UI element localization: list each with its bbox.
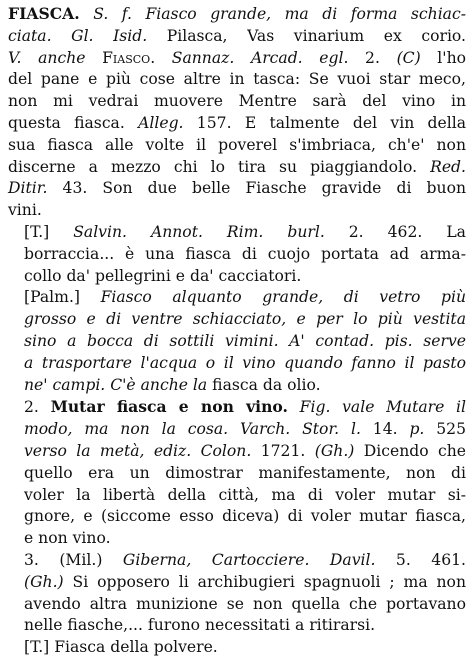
text-run: ciata. Gl. Isid. — [8, 26, 148, 45]
entry-paragraph-p6 — [8, 637, 466, 659]
text-line — [8, 200, 466, 222]
text-run: borraccia... è una fiasca di cuojo portata ad arma- — [24, 244, 466, 263]
entry-paragraph-p2 — [8, 222, 466, 287]
text-run: l'ho — [420, 48, 467, 67]
text-run: quello era un dimostrar manifestamente, non di — [24, 463, 466, 482]
text-run: p. — [409, 420, 425, 439]
text-run: 1721. — [251, 441, 315, 460]
text-run: sua fiasca alle volte il poverel s'imbriaca, ch'e' non — [8, 135, 466, 154]
text-line — [8, 331, 466, 353]
text-run: sino a bocca di sottili vimini. A' contad. pis. serve — [24, 331, 466, 350]
text-run: voler la libertà della città, ma di voler mutar si- — [24, 485, 466, 504]
text-run: [T.] Fiasca della polvere. — [24, 638, 218, 657]
text-run: (Gh.) — [314, 441, 355, 460]
entry-paragraph-p5 — [8, 550, 466, 637]
text-line — [8, 157, 466, 179]
text-run: Sannaz. Arcad. egl. — [171, 48, 349, 67]
text-line — [8, 113, 466, 135]
text-line — [8, 485, 466, 507]
text-line — [8, 396, 466, 419]
text-line — [8, 637, 466, 659]
text-run: [T.] — [24, 222, 74, 241]
text-line — [8, 244, 466, 266]
text-run: 43. Son due belle Fiasche gravide di buon — [47, 179, 466, 198]
text-run: Salvin. Annot. Rim. burl. — [73, 222, 325, 241]
text-line — [8, 615, 466, 637]
text-run: e non vino. — [24, 529, 111, 548]
text-line — [8, 506, 466, 528]
text-run: (Gh.) — [24, 572, 64, 591]
text-line — [8, 309, 466, 331]
text-run: Fig. vale Mutare il — [299, 398, 467, 417]
text-run: Fiasco — [85, 48, 151, 67]
entry-paragraph-p1 — [8, 3, 466, 222]
text-run: 3. (Mil.) — [24, 550, 123, 569]
text-run: 2. 462. La — [324, 222, 466, 241]
text-run: S. f. Fiasco grande, ma di forma schiac- — [93, 5, 466, 23]
text-line — [8, 135, 466, 157]
text-run: nelle fiasche,... furono necessitati a ritirarsi. — [24, 616, 376, 635]
text-run: grosso e di ventre schiacciato, e per lo più vestita — [24, 310, 466, 329]
text-line — [8, 419, 466, 441]
text-run: a trasportare l'acqua o il vino quando fanno il pasto — [24, 353, 466, 372]
text-line — [8, 572, 466, 594]
dictionary-entry-fiasca — [8, 3, 466, 659]
text-run: 157. E talmente del vin della — [183, 113, 467, 132]
text-run: ne' campi. C'è anche la — [24, 375, 208, 394]
text-run: gnore, e (siccome esso diceva) di voler mutar fiasca, — [24, 507, 466, 526]
text-line — [8, 441, 466, 463]
text-line — [8, 375, 466, 397]
text-run: questa fiasca. — [8, 113, 139, 132]
text-line — [8, 69, 466, 91]
text-line — [8, 91, 466, 113]
text-run: Fiasco alquanto grande, di vetro più — [100, 288, 466, 307]
text-run: (C) — [396, 48, 421, 67]
text-line — [8, 26, 466, 48]
text-run: 14. — [360, 420, 410, 439]
text-run: non mi vedrai muovere Mentre sarà del vino in — [8, 92, 466, 111]
text-run — [288, 398, 300, 416]
text-line — [8, 528, 466, 550]
text-run: 525 — [424, 420, 466, 439]
text-run: 5. 461. — [375, 550, 466, 569]
text-run: FIASCA. — [8, 4, 80, 23]
text-run: 2. — [24, 398, 51, 417]
text-run: Alleg. — [138, 113, 184, 132]
text-run: Mutar fiasca e non vino. — [50, 397, 288, 417]
text-run: Red. — [430, 157, 466, 176]
text-run — [80, 5, 94, 23]
text-line — [8, 287, 466, 309]
text-line — [8, 353, 466, 375]
text-run: Ditir. — [8, 179, 48, 198]
text-line — [8, 594, 466, 616]
text-run: del pane e più cose altre in tasca: Se vuoi star meco, — [8, 70, 466, 89]
text-run: discerne a mezzo chi lo tira su piaggiandolo. — [8, 157, 431, 176]
text-run: verso la metà, ediz. Colon. — [24, 441, 252, 460]
text-line — [8, 550, 466, 572]
text-run: collo da' pellegrini e da' cacciatori. — [24, 266, 302, 285]
text-run: 2. — [348, 48, 397, 67]
text-run: Si opposero li archibugieri spagnuoli ; ma non — [63, 572, 466, 591]
text-run: modo, ma non la cosa. Varch. Stor. l. — [24, 420, 361, 439]
text-line — [8, 48, 466, 70]
text-run: V. anche — [8, 48, 86, 67]
text-line — [8, 222, 466, 244]
entry-paragraph-p3 — [8, 287, 466, 396]
entry-paragraph-p4 — [8, 396, 466, 550]
text-run: Dicendo che — [354, 441, 466, 460]
text-run: [Palm.] — [24, 288, 101, 307]
text-line — [8, 3, 466, 26]
text-run: vini. — [8, 201, 42, 220]
text-run: avendo altra munizione se non quella che portavano — [24, 594, 466, 613]
text-line — [8, 463, 466, 485]
text-line — [8, 178, 466, 200]
text-run: Giberna, Cartocciere. Davil. — [122, 550, 376, 569]
text-run: Pilasca, Vas vinarium ex corio. — [147, 26, 466, 45]
text-line — [8, 266, 466, 288]
text-run: . — [150, 48, 172, 67]
text-run: fiasca da olio. — [207, 375, 321, 394]
